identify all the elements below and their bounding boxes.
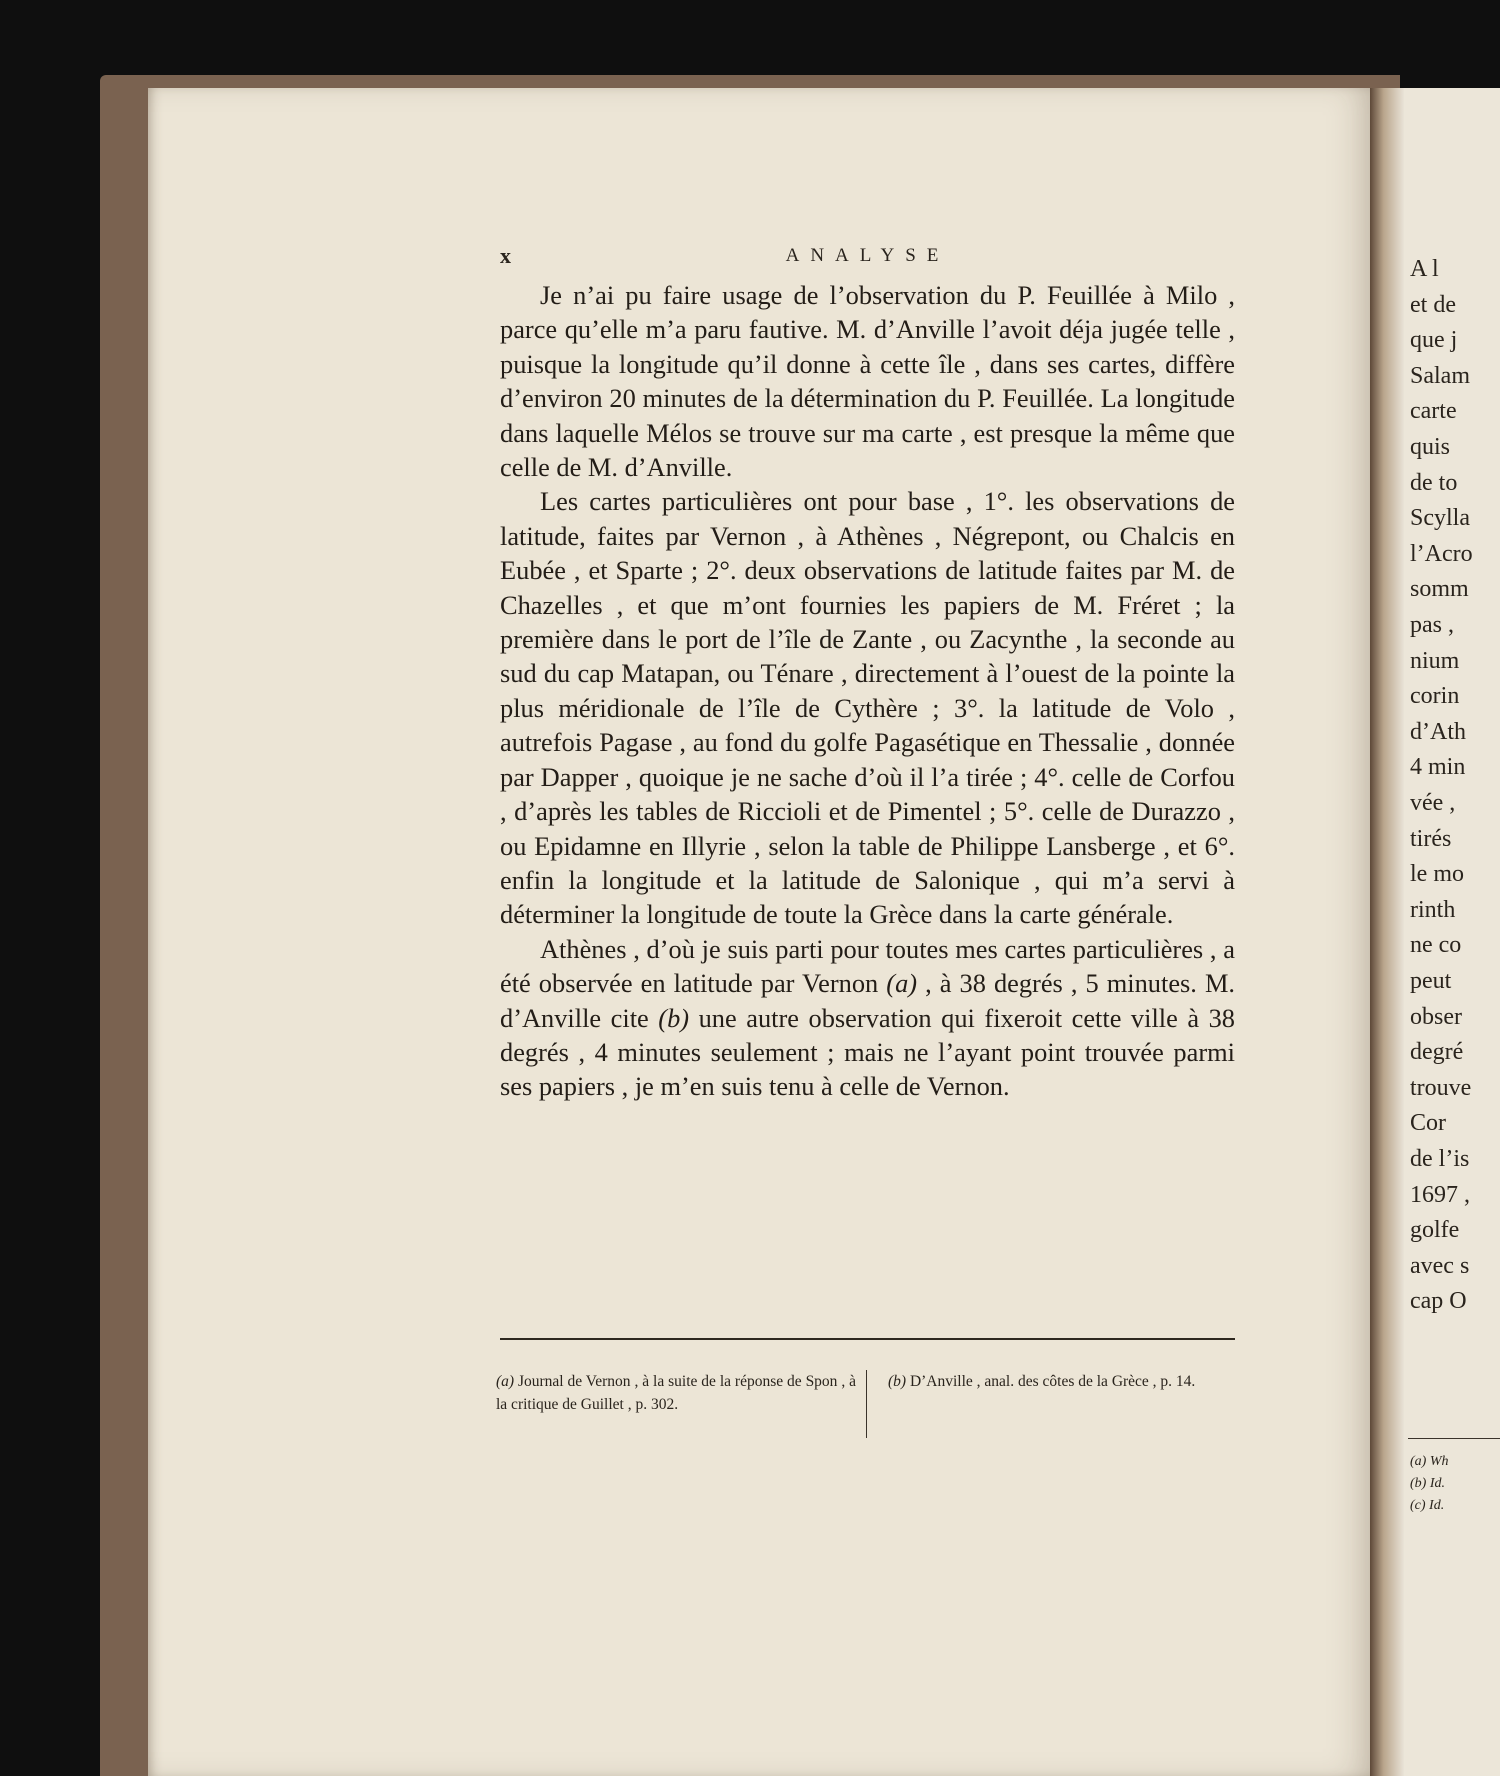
facing-page-fragment: avec s [1410,1252,1470,1279]
facing-page-note-fragment: (b) Id. [1410,1476,1445,1491]
facing-page-fragment: l’Acro [1410,540,1473,567]
facing-page-fragment: cap O [1410,1288,1467,1315]
paragraph-2: Les cartes particulières ont pour base , 1°. les observations de latitude, faites par Vernon , à Athènes , Négrepont, ou Chalcis en Eubée , et Sparte ; 2°. deux observations de latitude faites par M. de Chazelles , et que m’ont fournies les papiers de M. Fréret ; la première dans le port de l’île de Zante , ou Zacynthe , la seconde au sud du cap Matapan, ou Ténare , directement à l’ouest de la pointe la plus méridionale de l’île de Cythère ; 3°. la latitude de Volo , autrefois Pagase , au fond du golfe Pagasétique en Thessalie , donnée par Dapper , quoique je ne sache d’où il l’a tirée ; 4°. celle de Corfou , d’après les tables de Riccioli et de Pimentel ; 5°. celle de Durazzo , ou Epidamne en Illyrie , selon la table de Philippe Lansberge , et 6°. enfin la longitude et la latitude de Salonique , qui m’a servi à déterminer la longitude de toute la Grèce dans la carte générale. [500,486,1235,930]
facing-page-fragment: 1697 , [1410,1181,1470,1208]
facing-page-edge [1404,88,1500,1776]
footnote-column-divider [866,1370,867,1438]
facing-page-fragment: trouve [1410,1074,1472,1101]
facing-page-fragment: obser [1410,1003,1462,1030]
footnote-b-mark: (b) [888,1373,907,1390]
facing-page-fragment: A l [1410,256,1439,282]
running-title: ANALYSE [785,245,950,266]
facing-page-fragment: que j [1410,327,1458,354]
facing-page-fragment: Scylla [1410,505,1470,532]
facing-page-fragment: de l’is [1410,1146,1470,1172]
facing-page-fragment: rinth [1410,896,1456,923]
facing-page-fragment: vée , [1410,790,1456,816]
facing-page-note-fragment: (a) Wh [1410,1454,1449,1469]
facing-page-fragment: de to [1410,469,1458,496]
body-text [500,278,1235,1104]
footnote-b-text: D’Anville , anal. des côtes de la Grèce , p. 14. [906,1373,1196,1390]
facing-page-fragment: ne co [1410,932,1462,959]
paragraph-3-part-1: Athènes , d’où je suis parti pour toutes mes cartes particulières , a été observée en latitude par Vernon [500,933,1235,999]
facing-page-fragment: pas , [1410,612,1454,638]
paragraph-1: Je n’ai pu faire usage de l’observation du P. Feuillée à Milo , parce qu’elle m’a paru fautive. M. d’Anville l’avoit déja jugée telle , puisque la longitude qu’il donne à cette île , dans ses cartes, diffère d’environ 20 minutes de la détermination du P. Feuillée. La longitude dans laquelle Mélos se trouve sur ma carte , est presque la même que celle de M. d’Anville. [500,280,1235,483]
footnote-ref-a: (a) [886,968,918,999]
facing-page-fragment: et de [1410,291,1456,318]
facing-page-fragment: Salam [1410,362,1470,389]
footnote-a-text: Journal de Vernon , à la suite de la réponse de Spon , à la critique de Guillet , p. 302. [496,1373,856,1413]
book-gutter [1370,88,1404,1776]
page-header [500,243,1235,273]
facing-page-fragment: peut [1410,968,1452,994]
facing-page-fragment: d’Ath [1410,718,1466,745]
footnote-separator [500,1338,1235,1340]
paragraph-3 [500,932,1235,1104]
paragraph-3-part-2: , à 38 degrés , 5 minutes. M. d’Anville cite [500,968,1236,1033]
paragraph-3-part-3: une autre observation qui fixeroit cette ville à 38 degrés , 4 minutes seulement ; mais ne l’ayant point trouvée parmi ses papiers , je m’en suis tenu à celle de Vernon. [500,1002,1235,1102]
facing-page-fragment: golfe [1410,1217,1460,1244]
facing-page-fragment: tirés [1410,825,1452,852]
facing-page-footnote-rule [1408,1438,1500,1439]
page-number: x [500,243,511,268]
facing-page-fragment: 4 min [1410,754,1466,781]
facing-page-fragment: quis [1410,434,1451,460]
footnote-a-mark: (a) [496,1373,515,1390]
facing-page-fragment: corin [1410,683,1460,710]
footnote-b [888,1370,1233,1393]
facing-page-fragment: degré [1410,1039,1464,1066]
facing-page-fragment: carte [1410,398,1457,425]
footnote-ref-b: (b) [658,1002,690,1033]
facing-page-note-fragment: (c) Id. [1410,1498,1445,1513]
facing-page-fragment: nium [1410,647,1460,674]
facing-page-fragment: somm [1410,576,1469,603]
footnote-a [496,1370,856,1416]
facing-page-fragment: Cor [1410,1110,1446,1137]
facing-page-fragment: le mo [1410,861,1464,888]
